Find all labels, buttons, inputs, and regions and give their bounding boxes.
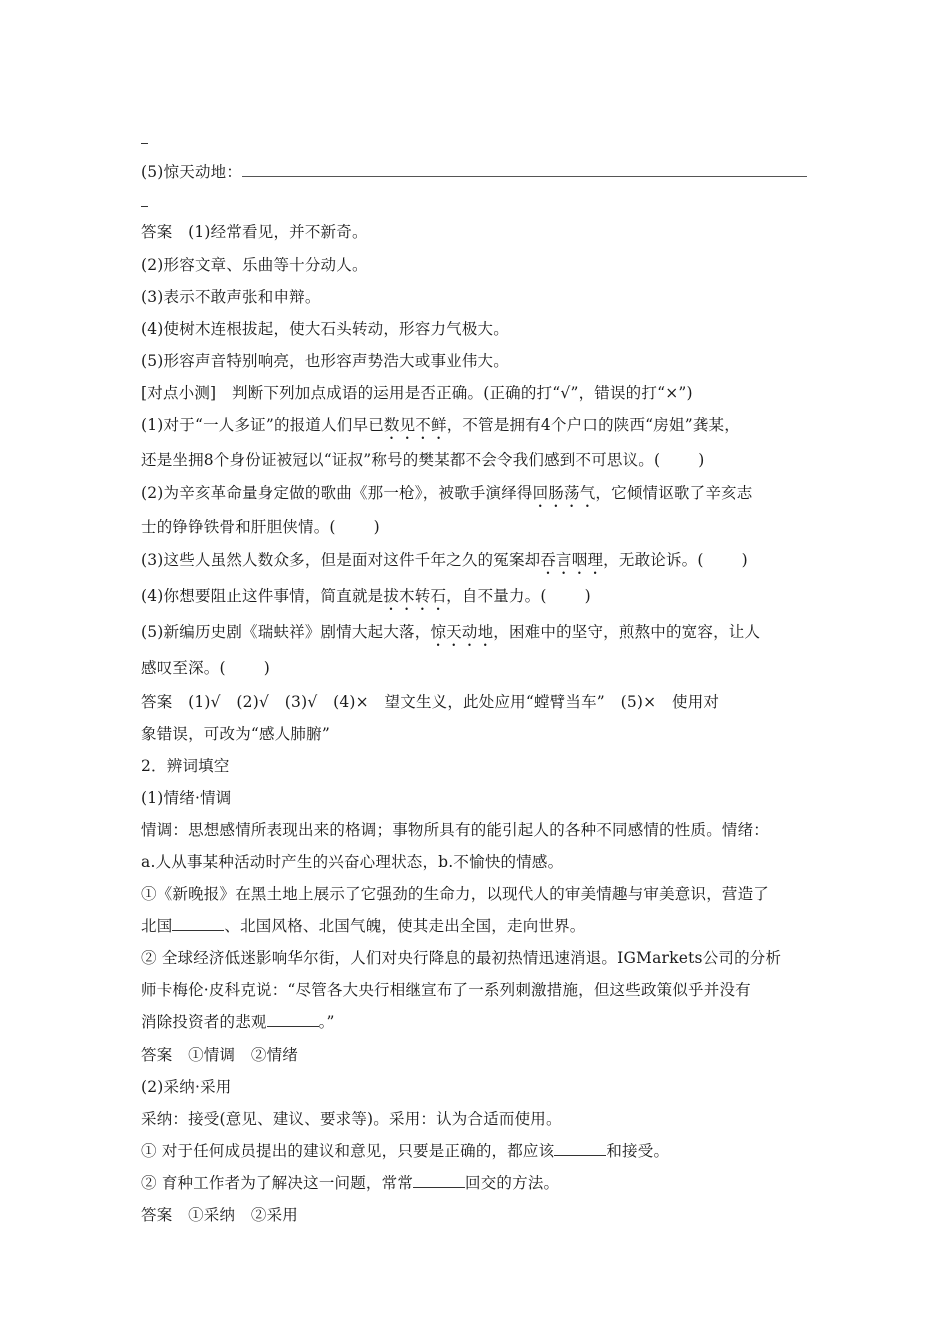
test-item-5 <box>141 622 760 650</box>
text: (2)为辛亥革命量身定做的歌曲《那一枪》，被歌手演绎得 <box>141 484 533 502</box>
text: (1)对于“一人多证”的报道人们早已 <box>141 416 384 434</box>
text: ，自不量力。( <box>446 587 547 605</box>
text: ，困难中的坚守，煎熬中的宽容，让人 <box>493 623 761 641</box>
text: (4)你想要阻止这件事情，简直就是 <box>141 587 384 605</box>
text: ，它倾情讴歌了辛亥志 <box>595 484 753 502</box>
question-label: (5)惊天动地： <box>141 163 243 181</box>
exercise-line <box>141 1141 669 1161</box>
text: ) <box>263 659 270 677</box>
answer-line: 答案 (1)经常看见，并不新奇。 <box>141 223 368 241</box>
section-heading: 2．辨词填空 <box>141 757 230 775</box>
subsection-title: (2)采纳·采用 <box>141 1078 232 1096</box>
exercise-line <box>141 916 586 936</box>
fill-blank[interactable] <box>413 1173 465 1188</box>
test-item-1 <box>141 415 740 443</box>
fill-blank[interactable] <box>267 1012 319 1027</box>
text: (5)新编历史剧《瑞蚨祥》剧情大起大落， <box>141 623 431 641</box>
exercise-line <box>141 1012 335 1032</box>
test-item-2 <box>141 483 752 511</box>
subsection-title: (1)情绪·情调 <box>141 789 232 807</box>
question-line <box>141 162 807 182</box>
text: ，不管是拥有4个户口的陕西“房姐”龚某， <box>446 416 740 434</box>
dotted-idiom: 数见不鲜 <box>383 416 447 434</box>
answer-line: 答案 (1)√ (2)√ (3)√ (4)× 望文生义，此处应用“螳臂当车” (5)× 使用对 <box>141 693 720 711</box>
text: 消除投资者的悲观 <box>141 1013 267 1031</box>
test-item-1-cont <box>141 450 705 470</box>
definition-line: 情调：思想感情所表现出来的格调；事物所具有的能引起人的各种不同感情的性质。情绪： <box>141 821 770 839</box>
text: 士的铮铮铁骨和肝胆侠情。( <box>141 518 336 536</box>
fill-blank[interactable] <box>554 1141 606 1156</box>
answer-line: 答案 ①情调 ②情绪 <box>141 1046 299 1064</box>
line-dash <box>141 206 148 207</box>
text: ) <box>373 518 380 536</box>
test-title: [对点小测] 判断下列加点成语的运用是否正确。(正确的打“√”，错误的打“×”) <box>141 384 693 402</box>
line-dash <box>141 143 148 144</box>
text: 。” <box>318 1013 335 1031</box>
text: 感叹至深。( <box>141 659 226 677</box>
text: ) <box>741 551 748 569</box>
text: ② 育种工作者为了解决这一问题，常常 <box>141 1174 414 1192</box>
text: ，无敢论诉。( <box>603 551 704 569</box>
answer-underline[interactable] <box>242 162 807 177</box>
answer-line: 答案 ①采纳 ②采用 <box>141 1206 299 1224</box>
answer-line: 象错误，可改为“感人肺腑” <box>141 725 330 743</box>
text: ) <box>698 451 705 469</box>
text: 和接受。 <box>606 1142 670 1160</box>
text: 北国 <box>141 917 173 935</box>
dotted-idiom: 拔木转石 <box>383 587 447 605</box>
exercise-line: 师卡梅伦·皮科克说：“尽管各大央行相继宣布了一系列刺激措施，但这些政策似乎并没有 <box>141 981 751 999</box>
answer-line: (5)形容声音特别响亮，也形容声势浩大或事业伟大。 <box>141 352 509 370</box>
text: (3)这些人虽然人数众多，但是面对这件千年之久的冤案却 <box>141 551 541 569</box>
exercise-line: ①《新晚报》在黑土地上展示了它强劲的生命力，以现代人的审美情趣与审美意识，营造了 <box>141 885 770 903</box>
fill-blank[interactable] <box>172 916 224 931</box>
text: ) <box>584 587 591 605</box>
test-item-5-cont <box>141 658 270 678</box>
text: 回交的方法。 <box>465 1174 560 1192</box>
exercise-line <box>141 1173 559 1193</box>
test-item-4 <box>141 586 591 614</box>
answer-line: (3)表示不敢声张和申辩。 <box>141 288 321 306</box>
text: ① 对于任何成员提出的建议和意见，只要是正确的，都应该 <box>141 1142 555 1160</box>
answer-line: (2)形容文章、乐曲等十分动人。 <box>141 256 368 274</box>
answer-line: (4)使树木连根拔起，使大石头转动，形容力气极大。 <box>141 320 509 338</box>
definition-line: 采纳：接受(意见、建议、要求等)。采用：认为合适而使用。 <box>141 1110 562 1128</box>
test-item-2-cont <box>141 517 380 537</box>
exercise-line: ② 全球经济低迷影响华尔街，人们对央行降息的最初热情迅速消退。IGMarkets公司的分析 <box>141 949 782 967</box>
test-item-3 <box>141 550 748 578</box>
definition-line: a.人从事某种活动时产生的兴奋心理状态，b.不愉快的情感。 <box>141 853 564 871</box>
dotted-idiom: 回肠荡气 <box>532 484 596 502</box>
dotted-idiom: 惊天动地 <box>430 623 494 641</box>
text: 、北国风格、北国气魄，使其走出全国，走向世界。 <box>224 917 586 935</box>
dotted-idiom: 吞言咽理 <box>540 551 604 569</box>
text: 还是坐拥8个身份证被冠以“证叔”称号的樊某都不会令我们感到不可思议。( <box>141 451 661 469</box>
